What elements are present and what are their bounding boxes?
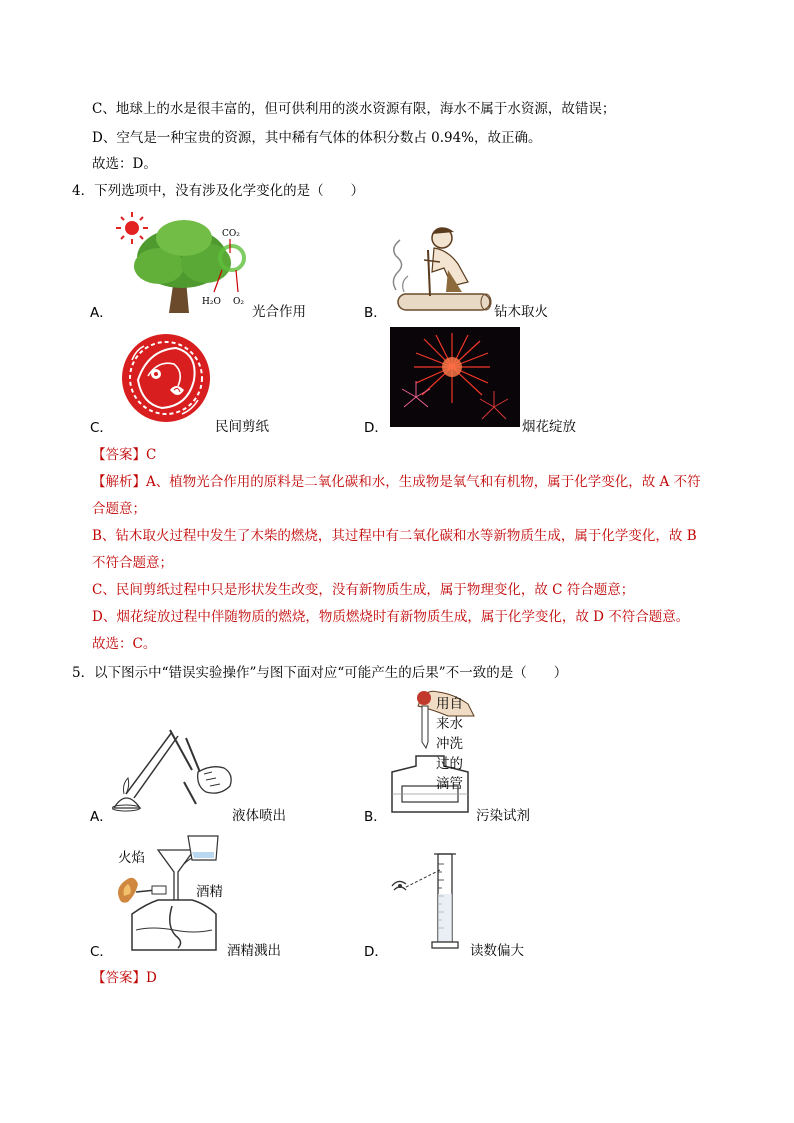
- photosynthesis-tree-image: [114, 208, 264, 316]
- q5-answer: [92, 966, 157, 986]
- answer-tag: 【答案】: [92, 447, 146, 463]
- sun-icon: [116, 212, 148, 244]
- answer-value: D: [146, 970, 157, 986]
- q4-analysis-line-1: 【解析】A、植物光合作用的原料是二氧化碳和水，生成物是氧气和有机物，属于化学变化，故 A 不符: [92, 474, 701, 490]
- analysis-tag: 【解析】: [92, 474, 146, 490]
- fireworks-image: [390, 327, 520, 427]
- q5-option-b-letter: B．: [364, 809, 387, 825]
- q4-analysis-line-4: 不符合题意；: [92, 555, 173, 571]
- q4-option-a-caption: 光合作用: [252, 304, 306, 320]
- answer-value: C: [146, 447, 157, 463]
- drilling-wood-fire-image: [388, 220, 496, 316]
- q4-analysis-line-2: 合题意；: [92, 501, 146, 517]
- svg-text:O₂: O₂: [233, 297, 244, 307]
- q5-option-d-caption: 读数偏大: [470, 943, 524, 959]
- q5-option-d-letter: D．: [364, 944, 388, 960]
- q4-option-c-caption: 民间剪纸: [215, 419, 269, 435]
- q4-option-b-letter: B．: [364, 305, 387, 321]
- q5-option-b-caption: 污染试剂: [476, 808, 530, 824]
- eye-icon: [392, 881, 406, 890]
- q4-option-a-letter: A．: [90, 305, 113, 321]
- heating-test-tube-image: [112, 712, 240, 812]
- q4-option-d-caption: 烟花绽放: [522, 419, 576, 435]
- svg-text:CO₂: CO₂: [222, 229, 240, 239]
- paper-cut-image: [118, 330, 214, 426]
- q4-analysis-line-5: C、民间剪纸过程中只是形状发生改变，没有新物质生成，属于物理变化，故 C 符合题意；: [92, 582, 635, 598]
- q5-option-a-letter: A．: [90, 809, 113, 825]
- q4-option-d-letter: D．: [364, 420, 388, 436]
- q3-option-d-analysis: D、空气是一种宝贵的资源，其中稀有气体的体积分数占 0.94%，故正确。: [92, 130, 542, 146]
- rinsed-dropper-label: 用自 来水 冲洗 过的 滴管: [436, 696, 463, 792]
- alcohol-label: 酒精: [196, 884, 223, 900]
- flame-label: 火焰: [118, 850, 145, 866]
- q4-stem: 4．下列选项中，没有涉及化学变化的是（ ）: [72, 183, 365, 199]
- q3-choice: 故选：D。: [92, 156, 157, 172]
- q5-option-c-letter: C．: [90, 944, 113, 960]
- q4-analysis-line-3: B、钻木取火过程中发生了木柴的燃烧，其过程中有二氧化碳和水等新物质生成，属于化学变化，故 B: [92, 528, 697, 544]
- svg-text:H₂O: H₂O: [202, 297, 221, 307]
- graduated-cylinder-image: [388, 850, 478, 952]
- q3-option-c-analysis: C、地球上的水是很丰富的，但可供利用的淡水资源有限，海水不属于水资源，故错误；: [92, 101, 616, 117]
- answer-tag: 【答案】: [92, 970, 146, 986]
- q4-analysis-line-6: D、烟花绽放过程中伴随物质的燃烧，物质燃烧时有新物质生成，属于化学变化，故 D 不符合题意。: [92, 609, 690, 625]
- q4-option-b-caption: 钻木取火: [494, 304, 548, 320]
- q4-option-c-letter: C．: [90, 420, 113, 436]
- q5-option-c-caption: 酒精溅出: [227, 943, 281, 959]
- q4-answer: [92, 443, 156, 463]
- q5-option-a-caption: 液体喷出: [232, 808, 286, 824]
- q4-choice: 故选：C。: [92, 636, 157, 652]
- q5-stem: 5．以下图示中“错误实验操作”与图下面对应“可能产生的后果”不一致的是（ ）: [72, 665, 568, 681]
